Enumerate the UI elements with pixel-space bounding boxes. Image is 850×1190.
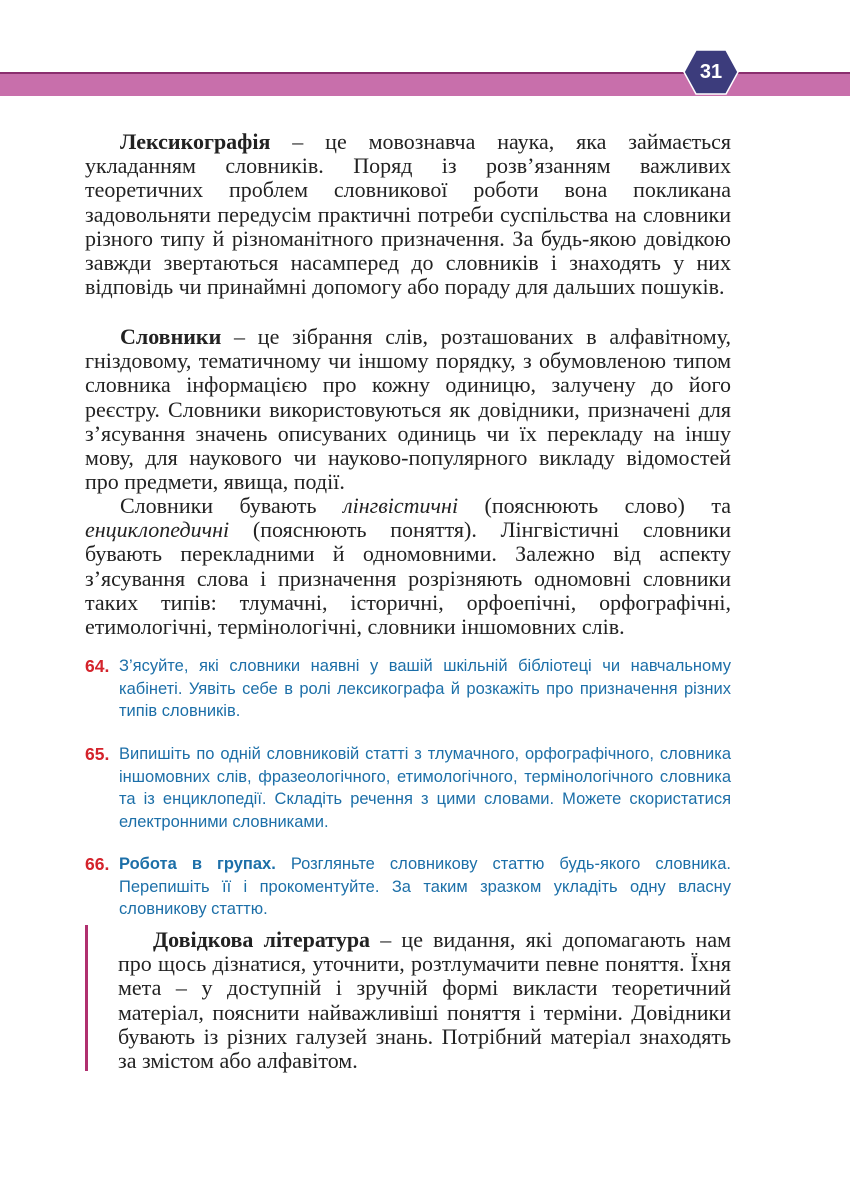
task-number: 64. bbox=[85, 656, 110, 676]
task-number: 66. bbox=[85, 854, 110, 874]
paragraph-text: (пояснюють слово) та bbox=[458, 493, 731, 518]
task-lead: Робота в групах. bbox=[119, 855, 276, 873]
paragraph-text: – це мовознавча наука, яка займається укладанням словників. Поряд із розв’язанням важливих теоретичних проблем словникової роботи вона покликана задовольняти передусім практичні потреби суспільства на словники різного типу й різноманітного призначення. За будь-якою довідкою завжди звертаються насамперед до словників і знаходять у них відповідь чи принаймні допомогу або пораду для дальших пошуків. bbox=[85, 129, 731, 300]
paragraph-dictionaries bbox=[85, 325, 731, 494]
term-lexicography: Лексикографія bbox=[120, 129, 271, 154]
page-number: 31 bbox=[699, 61, 723, 83]
task-65 bbox=[85, 743, 731, 833]
task-text: З’ясуйте, які словники наявні у вашій шкільній бібліотеці чи навчальному кабінеті. Уявіть себе в ролі лексикографа й розкажіть про призначення різних типів словників. bbox=[119, 657, 731, 720]
paragraph-lexicography bbox=[85, 130, 731, 299]
task-body: Розгляньте словникову статтю будь-якого словника. Перепишіть її і прокоментуйте. За таким зразком укладіть одну власну словникову статтю. bbox=[119, 855, 731, 918]
paragraph-dictionary-types bbox=[85, 494, 731, 639]
paragraph-text: Словники бувають bbox=[120, 493, 344, 518]
page-number-badge bbox=[683, 49, 739, 95]
task-number: 65. bbox=[85, 744, 110, 764]
paragraph-text: – це зібрання слів, розташованих в алфавітному, гніздовому, тематичному чи іншому порядку, з обумовленою типом словника інформацією про кожну одиницю, залучену до його реєстру. Словники використовуються як довідники, призначені для з’ясування значень описуваних одиниць чи їх перекладу на іншу мову, для наукового чи науково-популярного викладу відомостей про предмети, явища, події. bbox=[85, 324, 731, 495]
term-linguistic: лінгвістичні bbox=[343, 493, 459, 518]
task-text bbox=[119, 853, 731, 921]
term-dictionaries: Словники bbox=[120, 324, 222, 349]
task-64 bbox=[85, 655, 731, 723]
term-reference-literature: Довідкова література bbox=[153, 927, 371, 952]
reference-side-bar bbox=[85, 925, 88, 1071]
task-66 bbox=[85, 853, 731, 921]
paragraph-text: – це видання, які допомагають нам про щось дізнатися, уточнити, розтлумачити певне поняття. Їхня мета – у доступній і зручній формі викласти теоретичний матеріал, пояснити найважливіші поняття і терміни. Довідники бувають із різних галузей знань. Потрібний матеріал знаходять за змістом або алфавітом. bbox=[118, 927, 732, 1074]
paragraph-reference-literature bbox=[118, 928, 731, 1073]
term-encyclopedic: енциклопедичні bbox=[85, 517, 230, 543]
paragraph-text: (пояснюють поняття). Лінгвістичні словники бувають перекладними й одномовними. Залежно від аспекту з’ясування слова і призначення розрізняють одномовні словники таких типів: тлумачні, історичні, орфоепічні, орфографічні, етимологічні, термінологічні, словники іншомовних слів. bbox=[85, 517, 731, 640]
task-text: Випишіть по одній словниковій статті з тлумачного, орфографічного, словника іншомовних слів, фразеологічного, етимологічного, термінологічного словника та із енциклопедії. Складіть речення з цими словами. Можете скористатися електронними словниками. bbox=[119, 745, 731, 831]
